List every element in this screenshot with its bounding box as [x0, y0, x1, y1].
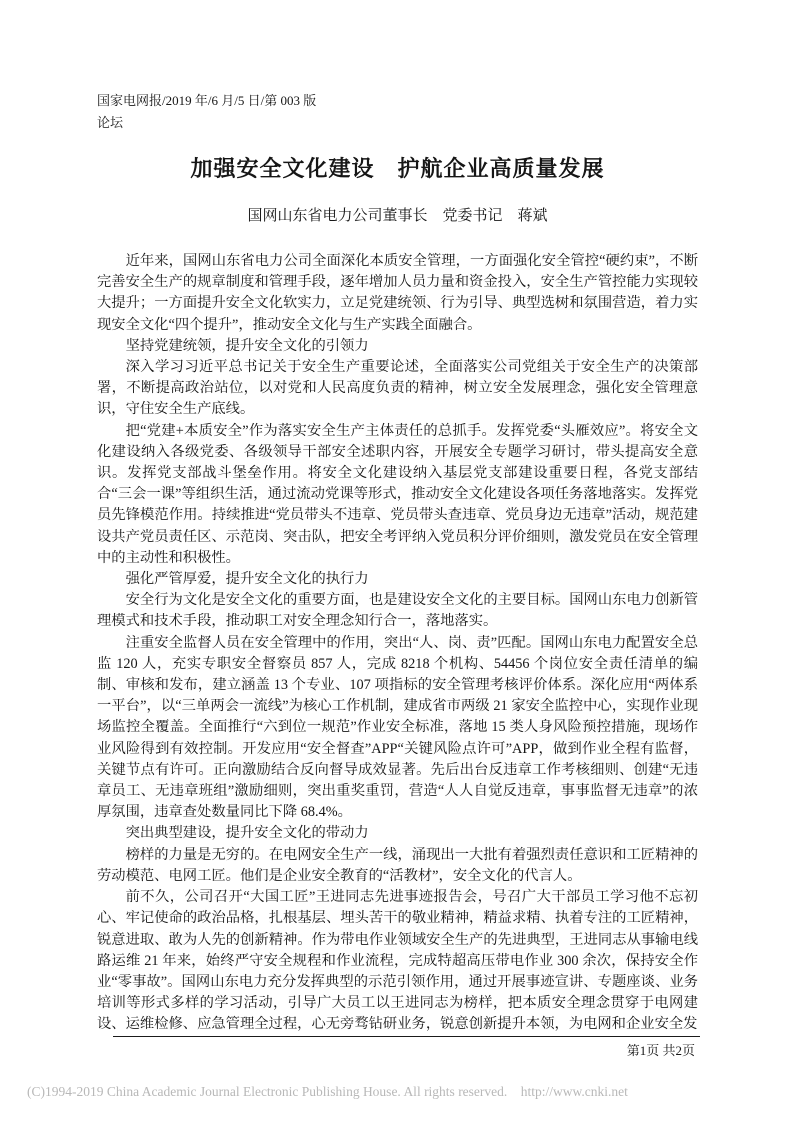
section-heading: 坚持党建统领，提升安全文化的引领力: [125, 337, 369, 354]
article-page-content: [97, 90, 698, 1036]
article-paragraph: 榜样的力量是无穷的。在电网安全生产一线，涌现出一大批有着强烈责任意识和工匠精神的劳动模范、电网工匠。他们是企业安全教育的“活教材”，安全文化的代言人。: [97, 846, 698, 884]
publication-section: 论坛: [97, 115, 124, 130]
article-paragraph: 前不久，公司召开“大国工匠”王进同志先进事迹报告会，号召广大干部员工学习他不忘初心、牢记使命的政治品格，扎根基层、埋头苦干的敬业精神，精益求精、执着专注的工匠精神，锐意进取、敢为人先的创新精神。作为带电作业领域安全生产的先进典型，王进同志从事输电线路运维 21 年来，始终严守安全规程和作业流程，完成特超高压带电作业 300 余次，保持安全作业“零事故”。国网山东电力充分发挥典型的示范引领作用，通过开展事迹宣讲、专题座谈、业务培训等形式多样的学习活动，引导广大员工以王进同志为榜样，把本质安全理念贯穿于电网建设、运维检修、应急管理全过程，心无旁骛钻研业务，锐意创新提升本领，为电网和企业安全发: [97, 889, 698, 1033]
article-title: 加强安全文化建设 护航企业高质量发展: [190, 156, 605, 181]
article-byline: 国网山东省电力公司董事长 党委书记 蒋斌: [247, 208, 548, 224]
copyright-notice: (C)1994-2019 China Academic Journal Electronic Publishing House. All rights reserved. http://www.cnki.net: [27, 1084, 628, 1099]
article-paragraph: 深入学习习近平总书记关于安全生产重要论述，全面落实公司党组关于安全生产的决策部署，不断提高政治站位，以对党和人民高度负责的精神，树立安全发展理念，强化安全管理意识，守住安全生产底线。: [97, 359, 698, 418]
article-paragraph: 近年来，国网山东省电力公司全面深化本质安全管理，一方面强化安全管控“硬约束”，不断完善安全生产的规章制度和管理手段，逐年增加人员力量和资金投入，安全生产管控能力实现较大提升；一方面提升安全文化软实力，立足党建统领、行为引导、典型选树和氛围营造，着力实现安全文化“四个提升”，推动安全文化与生产实践全面融合。: [97, 253, 698, 333]
article-paragraph: 安全行为文化是安全文化的重要方面，也是建设安全文化的主要目标。国网山东电力创新管理模式和技术手段，推动职工对安全理念知行合一，落地落实。: [97, 592, 698, 630]
footer-divider: [113, 1036, 700, 1037]
section-heading: 强化严管厚爱，提升安全文化的执行力: [125, 571, 369, 588]
publication-source: 国家电网报/2019 年/6 月/5 日/第 003 版: [97, 93, 317, 108]
article-paragraph: 注重安全监督人员在安全管理中的作用，突出“人、岗、责”匹配。国网山东电力配置安全总监 120 人，充实专职安全督察员 857 人，完成 8218 个机构、54456 个岗位安全责任清单的编制、审核和发布，建立涵盖 13 个专业、107 项指标的安全管理考核评价体系。深化应用“两体系一平台”，以“三单两会一流线”为核心工作机制，建成省市两级 21 家安全监控中心，实现作业现场监控全覆盖。全面推行“六到位一规范”作业安全标准，落地 15 类人身风险预控措施，现场作业风险得到有效控制。开发应用“安全督查”APP“关键风险点许可”APP，做到作业全程有监督，关键节点有许可。正向激励结合反向督导成效显著。先后出台反违章工作考核细则、创建“无违章员工、无违章班组”激励细则，突出重奖重罚，营造“人人自觉反违章，事事监督无违章”的浓厚氛围，违章查处数量同比下降 68.4%。: [97, 634, 698, 821]
article-body: [97, 251, 698, 1036]
section-heading: 突出典型建设，提升安全文化的带动力: [125, 825, 369, 842]
article-paragraph: 把“党建+本质安全”作为落实安全生产主体责任的总抓手。发挥党委“头雁效应”。将安全文化建设纳入各级党委、各级领导干部安全述职内容，开展安全专题学习研讨，带头提高安全意识。发挥党支部战斗堡垒作用。将安全文化建设纳入基层党支部建设重要日程，各党支部结合“三会一课”等组织生活，通过流动党课等形式，推动安全文化建设各项任务落地落实。发挥党员先锋模范作用。持续推进“党员带头不违章、党员带头查违章、党员身边无违章”活动，规范建设共产党员责任区、示范岗、突击队，把安全考评纳入党员积分评价细则，激发党员在安全管理中的主动性和积极性。: [97, 422, 698, 566]
page-number-indicator: 第1页 共2页: [626, 1043, 695, 1058]
